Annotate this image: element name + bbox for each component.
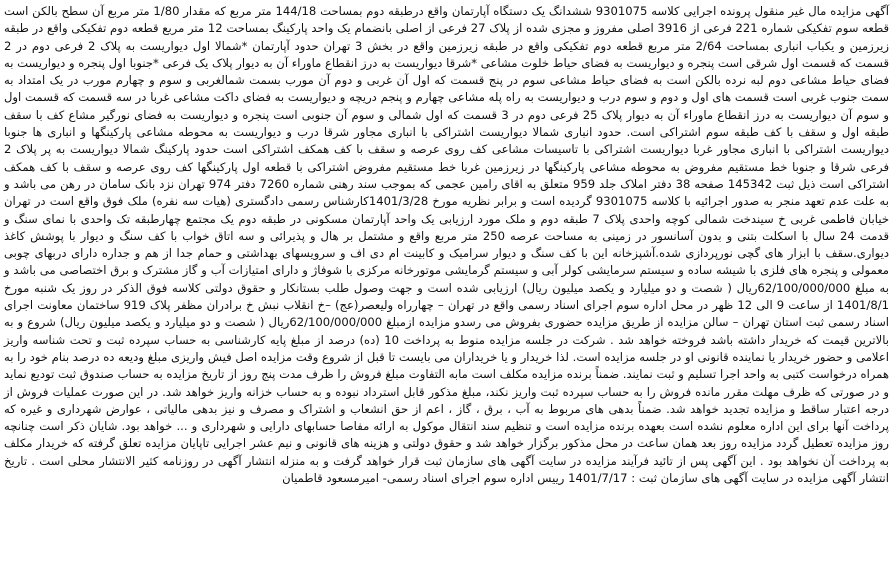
notice-body-text: آگهی مزایده مال غیر منقول پرونده اجرایی کلاسه 9301075 ششدانگ یک دستگاه آپارتمان واقع درطبقه دوم بمساحت 144/18 متر مربع که مقدار 1/80 متر مربع آن سطح بالکن است قطعه سوم تفکیکی شماره 221 فرعی از 3916 اصلی مفروز و مجزی شده از پلاک 27 فرعی از اصلی بانضمام یک واحد پارکینگ بمساحت 12 متر مربع قطعه دوم تفکیکی واقع در طبقه زیرزمین و یکباب انباری بمساحت 2/64 متر مربع قطعه دوم تفکیکی واقع در طبقه زیرزمین واقع در بخش 3 تهران حدود آپارتمان *شمالا اول دیواریست به پلاک 2 فرعی دوم در 2 قسمت که قسمت اول شرقی است پنجره و دیواریست به فضای حیاط خلوت مشاعی *شرقا دیواریست به درز انقطاع ماوراء آن به دیوار پلاک یک فرعی *جنوبا اول پنجره و دیواریست به فضای حیاط مشاعی دوم لبه نرده بالکن است به فضای حیاط مشاعی سوم در پنج قسمت که اول آن غربی و دوم آن مورب بسمت شمالغربی و سوم و چهارم مورب در یک امتداد به سمت جنوب غربی است قسمت های اول و دوم و سوم درب و دیواریست به راه پله مشاعی چهارم و پنجم دریچه و دیواریست به فضای داکت مشاعی غربا در سه قسمت که قسمت اول و سوم آن دیواریست به درز انقطاع ماوراء آن به دیوار پلاک 25 فرعی دوم در 3 قسمت که اول شمالی و سوم آن جنوبی است پنجره و دیواریست به فضای نورگیر مشاع کف با سقف طبقه اول و سقف با کف طبقه سوم اشتراکی است. حدود انباری شمالا دیواریست اشتراکی با انباری مجاور شرقا درب و دیواریست به محوطه مشاعی پارکینگها و انباری ها جنوبا دیواریست اشتراکی با انباری مجاور غربا دیواریست اشتراکی با تاسیسات مشاعی کف روی عرصه و سقف با کف همکف اشتراکی است حدود پارکینگ شمالا دیواریست به پر پلاک 2 فرعی شرقا و جنوبا خط مستقیم مفروض به محوطه مشاعی پارکینگها در زیرزمین غربا خط مستقیم مفروض اشتراکی با قطعه اول پارکینگها کف روی عرصه و سقف با کف همکف اشتراکی است ذیل ثبت 145342 صفحه 38 دفتر املاک جلد 959 متعلق به اقای رامین عجمی که بموجب سند رهنی شماره 7260 دفتر 974 تهران نزد بانک سامان در رهن می باشد و به علت عدم تعهد منجر به صدور اجرائیه با کلاسه 9301075 گردیده است و برابر نظریه مورخ 1401/3/28کارشناس رسمی دادگستری (هیات سه نفره) ملک فوق واقع است در تهران خیابان فاطمی غربی خ سیندخت شمالی کوچه واحدی پلاک 7 طبقه دوم و ملک مورد ارزیابی یک واحد آپارتمان مسکونی در طبقه دوم یک مجتمع چهارطبقه تک واحدی با نمای سنگ و قدمت 24 سال با اسکلت بتنی و بدون آسانسور در زمینی به مساحت عرصه 250 متر مربع واقع و مشتمل بر هال و پذیرائی و سه اتاق خواب با کف سنگ و دیوار با پوشش کاغذ دیواری.سقف با ابزار های گچی نورپردازی شده.آشپزخانه این با کف سنگ و دیوار سرامیک و کابینت ام دی اف و سرویسهای بهداشتی و حمام جدا از هم و جداره دارای دربهای چوبی معمولی و پنجره های فلزی با شیشه ساده و سیستم سرمایشی کولر آبی و سیستم گرمایشی موتورخانه مرکزی با شوفاژ و دارای امتیازات آب و گاز مشترک و برق اختصاصی می باشد و به مبلغ 62/100/000/000ریال ( شصت و دو میلیارد و یکصد میلیون ریال) ارزیابی شده است و جهت وصول طلب بستانکار و حقوق دولتی کلاسه فوق الذکر در روز یک شنبه مورخ 1401/8/1 از ساعت 9 الی 12 ظهر در محل اداره سوم اجرای اسناد رسمی واقع در تهران – چهارراه ولیعصر(عج) –خ انقلاب نبش خ برادران مظفر پلاک 919 ساختمان معاونت اجرای اسناد رسمی ثبت استان تهران – سالن مزایده از طریق مزایده حضوری بفروش می رسدو مزایده ازمبلغ 62/100/000/000ریال ( شصت و دو میلیارد و یکصد میلیون ریال) شروع و به بالاترین قیمت که خریدار داشته باشد فروخته خواهد شد . شرکت در جلسه مزایده منوط به پرداخت 10 (ده) درصد از مبلغ پایه کارشناسی به حساب سپرده ثبت و تحت شناسه واریز اعلامی و حضور خریدار یا نماینده قانونی او در جلسه مزایده است. لذا خریدار و یا خریداران می بایست تا قبل از شروع وقت مزایده اصل فیش واریزی مبلغ ودیعه ده درصد بنام خود را به همراه درخواست کتبی به واحد اجرا تسلیم و ثبت نمایند. ضمناً برنده مزایده مکلف است مابه التفاوت مبلغ فروش را ظرف مدت پنج روز از تاریخ مزایده به حساب صندوق ثبت تودیع نماید و در صورتی که ظرف مهلت مقرر مانده فروش را به حساب سپرده ثبت واریز نکند، مبلغ مذکور قابل استرداد نبوده و به حساب خزانه واریز خواهد شد. در این صورت عملیات فروش از درجه اعتبار ساقط و مزایده تجدید خواهد شد. ضمناً بدهی های مربوط به آب ، برق ، گاز ، اعم از حق انشعاب و اشتراک و مصرف و نیز بدهی مالیاتی ، عوارض شهرداری و غیره که پرداخت آنها برای این اداره معلوم نشده است بعهده برنده مزایده است و تنظیم سند انتقال موکول به ارائه مفاصا حسابهای دارایی و شهرداری و ... خواهد بود. شایان ذکر است چنانچه روز مزایده تعطیل گردد مزایده روز بعد همان ساعت در محل مذکور برگزار خواهد شد و حقوق دولتی و هزینه های قانونی و نیم عشر اجرایی تاپایان مزایده تعلق گرفته که خریدار مکلف به پرداخت آن نخواهد بود . این آگهی پس از تائید فرآیند مزایده در سایت آگهی های سازمان ثبت قرار خواهد گرفت و به منزله انتشار آگهی در روزنامه کثیر الانتشار محلی است . تاریخ انتشار آگهی مزایده در سایت آگهی های سازمان ثبت : 1401/7/17 رییس اداره سوم اجرای اسناد رسمی- امیرمسعود قاطمیان	[4, 4, 890, 486]
